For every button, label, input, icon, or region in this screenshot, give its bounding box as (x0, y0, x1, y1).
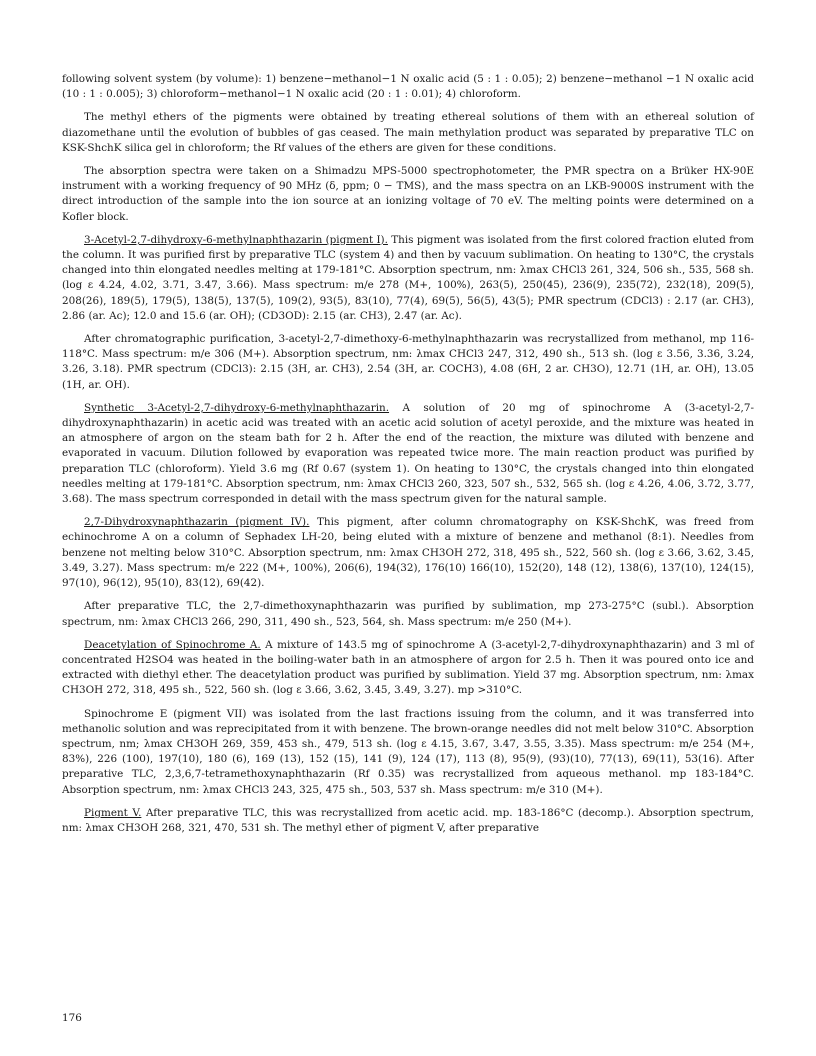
section-heading: Pigment V. (84, 806, 142, 819)
section-heading: Synthetic 3-Acetyl-2,7-dihydroxy-6-methylnaphthazarin. (84, 401, 390, 414)
paragraph-text: After preparative TLC, the 2,7-dimethoxynaphthazarin was purified by sublimation, mp 273-275°C (subl.). Absorption spectrum, nm: λmax CHCl3 266, 290, 311, 490 sh., 523, 564, sh. Mass spectrum: m/e 250 (M+). (62, 600, 754, 628)
paragraph-text: This pigment, after column chromatography on KSK-ShchK, was freed from echinochrome A on a column of Sephadex LH-20, being eluted with a mixture of benzene and methanol (8:1). Needles from benzene not melting below 310°C. Absorption spectrum, nm: λmax CH3OH 272, 318, 495 sh., 522, 560 sh. (log ε 3.66, 3.62, 3.45, 3.49, 3.27). Mass spectrum: m/e 222 (M+, 100%), 206(6), 194(32), 176(10) 166(10), 152(20), 148 (12), 138(6), 137(10), 124(15), 97(10), 96(12), 95(10), 83(12), 69(42). (62, 516, 755, 590)
paragraph-instruments (62, 164, 754, 225)
paragraph-text: following solvent system (by volume): 1) benzene−methanol−1 N oxalic acid (5 : 1 : 0.05); 2) benzene−methanol −1 N oxalic acid (10 : 1 : 0.005); 3) chloroform−methanol−1 N oxalic acid (20 : 1 : 0.01); 4) chloroform. (62, 73, 754, 101)
paragraph-methyl-ethers (62, 110, 754, 156)
paragraph-text: Spinochrome E (pigment VII) was isolated from the last fractions issuing from the column, and it was transferred into methanolic solution and was reprecipitated from it with benzene. The brown-orange needles did not melt below 310°C. Absorption spectrum, nm; λmax CH3OH 269, 359, 453 sh., 479, 513 sh. (log ε 4.15, 3.67, 3.47, 3.55, 3.35). Mass spectrum: m/e 254 (M+, 83%), 226 (100), 197(10), 180 (6), 169 (13), 152 (15), 141 (9), 124 (17), 113 (8), 95(9), (93)(10), 77(13), 69(11), 53(16). After preparative TLC, 2,3,6,7-tetramethoxynaphthazarin (Rf 0.35) was recrystallized from aqueous methanol. mp 183-184°C. Absorption spectrum, nm: λmax CHCl3 243, 325, 475 sh., 503, 537 sh. Mass spectrum: m/e 310 (M+). (62, 707, 754, 796)
paragraph-dimethoxy-derivative (62, 332, 754, 393)
paragraph-pigment-v (62, 806, 754, 836)
section-heading: 2,7-Dihydroxynaphthazarin (pigment IV). (84, 516, 310, 529)
paragraph-pigment-i (62, 233, 754, 324)
paragraph-solvent-systems (62, 72, 754, 102)
paragraph-text: A mixture of 143.5 mg of spinochrome A (3-acetyl-2,7-dihydroxynaphthazarin) and 3 ml of concentrated H2SO4 was heated in the boiling-water bath in an atmosphere of argon for 2.5 h. Then it was poured onto ice and extracted with diethyl ether. The deacetylation product was purified by sublimation. Yield 37 mg. Absorption spectrum, nm: λmax CH3OH 272, 318, 495 sh., 522, 560 sh. (log ε 3.66, 3.62, 3.45, 3.49, 3.27). mp >310°C. (62, 638, 754, 697)
paragraph-text: After preparative TLC, this was recrystallized from acetic acid. mp. 183-186°C (decomp.). Absorption spectrum, nm: λmax CH3OH 268, 321, 470, 531 sh. The methyl ether of pigment V, after preparative (62, 806, 754, 834)
paragraph-dimethoxynaphthazarin (62, 599, 754, 629)
paragraph-text: A solution of 20 mg of spinochrome A (3-acetyl-2,7-dihydroxynaphthazarin) in acetic acid was treated with an acetic acid solution of acetyl peroxide, and the mixture was heated in an atmosphere of argon on the steam bath for 2 h. After the end of the reaction, the mixture was diluted with benzene and evaporated in vacuum. Dilution followed by evaporation was repeated twice more. The main reaction product was purified by preparation TLC (chloroform). Yield 3.6 mg (Rf 0.67 (system 1). On heating to 130°C, the crystals changed into thin elongated needles melting at 179-181°C. Absorption spectrum, nm: λmax CHCl3 260, 323, 507 sh., 532, 565 sh. (log ε 4.26, 4.06, 3.72, 3.77, 3.68). The mass spectrum corresponded in detail with the mass spectrum given for the natural sample. (62, 401, 754, 506)
paragraph-text: This pigment was isolated from the first colored fraction eluted from the column. It was purified first by preparative TLC (system 4) and then by vacuum sublimation. On heating to 130°C, the crystals changed into thin elongated needles melting at 179-181°C. Absorption spectrum, nm: λmax CHCl3 261, 324, 506 sh., 535, 568 sh. (log ε 4.24, 4.02, 3.71, 3.47, 3.66). Mass spectrum: m/e 278 (M+, 100%), 263(5), 250(45), 236(9), 235(72), 232(18), 209(5), 208(26), 189(5), 179(5), 138(5), 137(5), 109(2), 93(5), 83(10), 77(4), 69(5), 56(5), 43(5); PMR spectrum (CDCl3) : 2.17 (ar. CH3), 2.86 (ar. Ac); 12.0 and 15.6 (ar. OH); (CD3OD): 2.15 (ar. CH3), 2.47 (ar. Ac). (62, 233, 754, 322)
paragraph-spinochrome-e (62, 707, 754, 798)
paragraph-text: After chromatographic purification, 3-acetyl-2,7-dimethoxy-6-methylnaphthazarin was recrystallized from methanol, mp 116-118°C. Mass spectrum: m/e 306 (M+). Absorption spectrum, nm: λmax CHCl3 247, 312, 490 sh., 513 sh. (log ε 3.56, 3.36, 3.24, 3.26, 3.18). PMR spectrum (CDCl3): 2.15 (3H, ar. CH3), 2.54 (3H, ar. COCH3), 4.08 (6H, 2 ar. CH3O), 12.71 (1H, ar. OH), 13.05 (1H, ar. OH). (62, 333, 754, 391)
section-heading: Deacetylation of Spinochrome A. (84, 638, 261, 651)
paragraph-deacetylation (62, 638, 754, 699)
body-text (62, 72, 754, 844)
paragraph-text: The methyl ethers of the pigments were obtained by treating ethereal solutions of them with an ethereal solution of diazomethane until the evolution of bubbles of gas ceased. The main methylation product was separated by preparative TLC on KSK-ShchK silica gel in chloroform; the Rf values of the ethers are given for these conditions. (62, 111, 754, 154)
paragraph-text: The absorption spectra were taken on a Shimadzu MPS-5000 spectrophotometer, the PMR spectra on a Brüker HX-90E instrument with a working frequency of 90 MHz (δ, ppm; 0 − TMS), and the mass spectra on an LKB-9000S instrument with the direct introduction of the sample into the ion source at an ionizing voltage of 70 eV. The melting points were determined on a Kofler block. (62, 165, 754, 223)
page-number: 176 (62, 1012, 82, 1024)
paragraph-pigment-iv (62, 515, 754, 591)
paragraph-synthetic (62, 401, 754, 507)
section-heading: 3-Acetyl-2,7-dihydroxy-6-methylnaphthazarin (pigment I). (84, 233, 388, 246)
